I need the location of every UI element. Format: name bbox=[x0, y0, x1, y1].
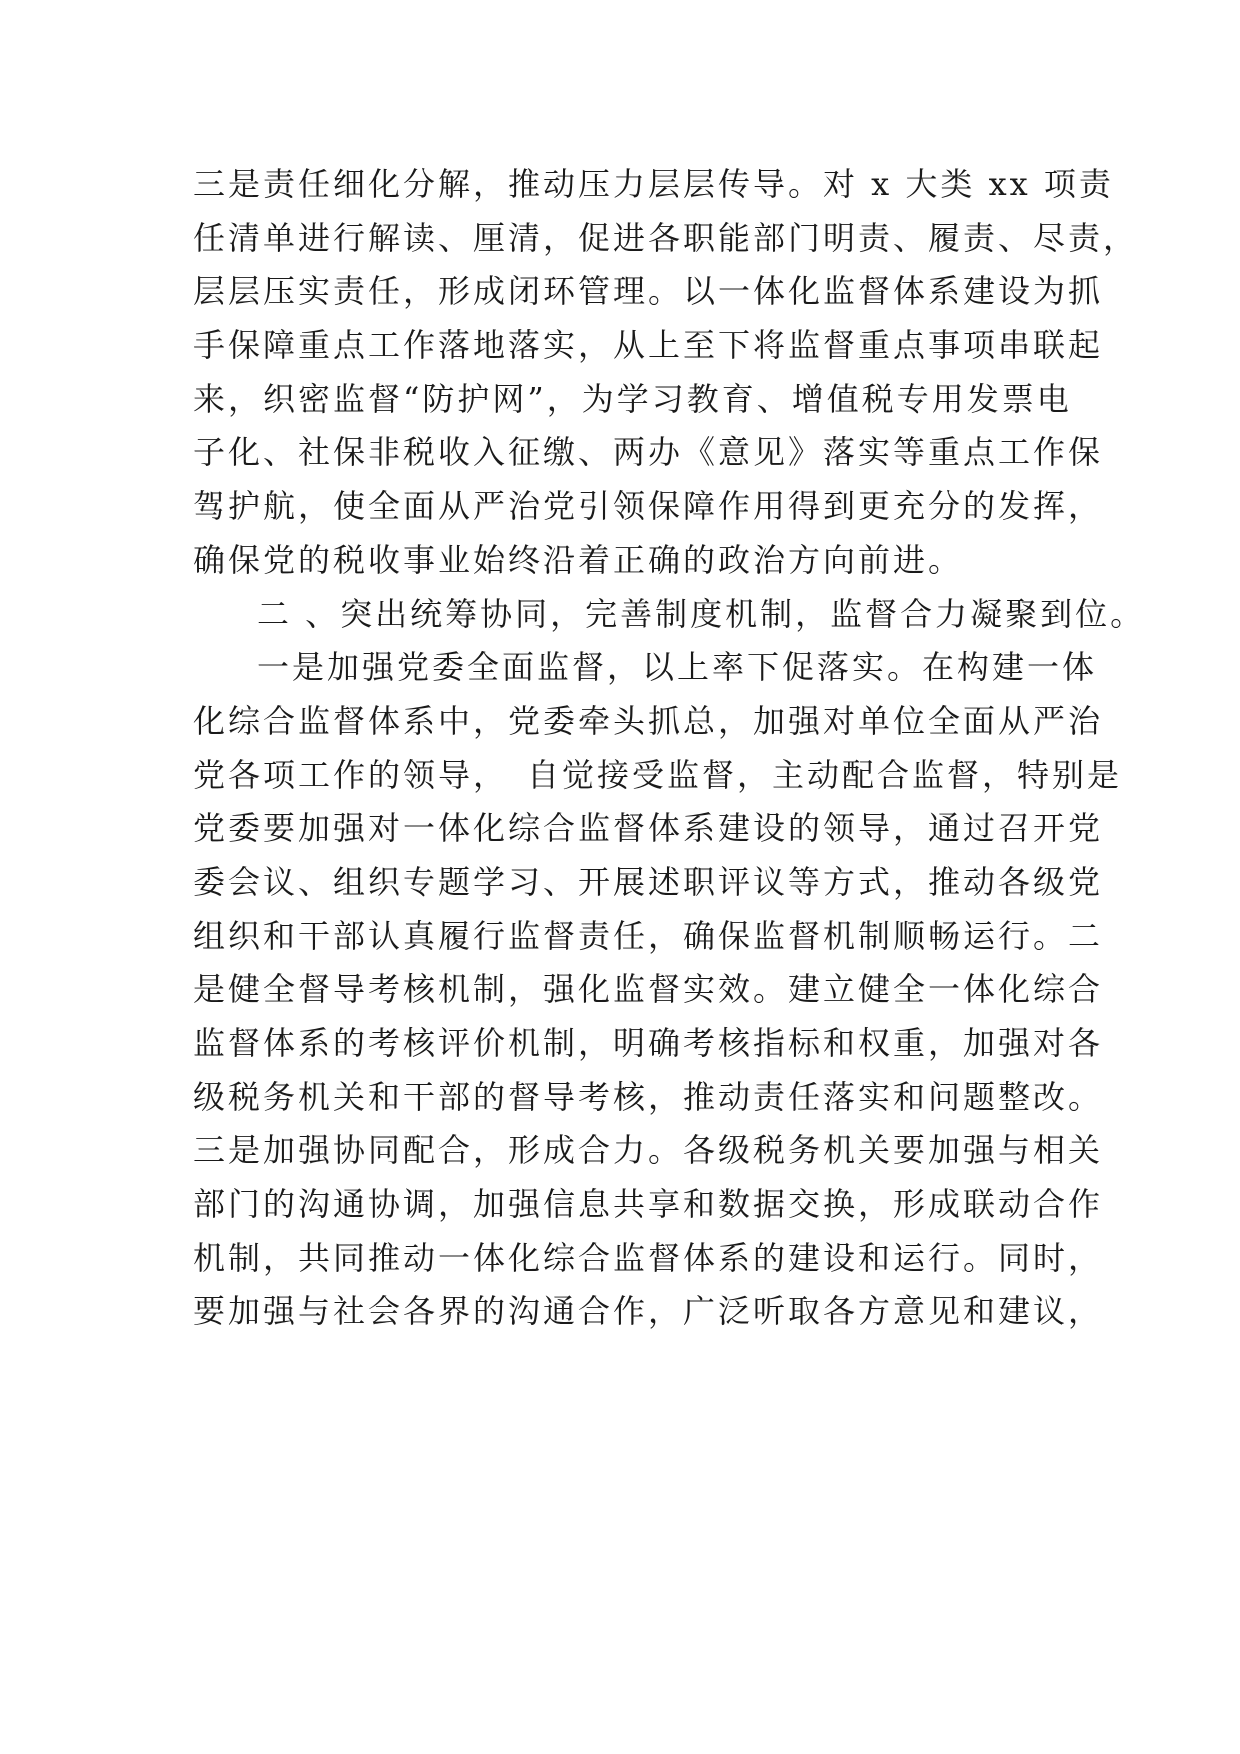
text-line: 来，织密监督“防护网”，为学习教育、增值税专用发票电 bbox=[193, 379, 1072, 418]
text-line: 委会议、组织专题学习、开展述职评议等方式，推动各级党 bbox=[193, 862, 1104, 901]
text-line: 化综合监督体系中，党委牵头抓总，加强对单位全面从严治 bbox=[193, 701, 1104, 740]
text-line: 级税务机关和干部的督导考核，推动责任落实和问题整改。 bbox=[193, 1077, 1104, 1116]
section-heading: 二 、突出统筹协同，完善制度机制，监督合力凝聚到位。 bbox=[257, 594, 1146, 633]
text-line: 党各项工作的领导， 自觉接受监督，主动配合监督，特别是 bbox=[193, 755, 1123, 794]
text-line: 子化、社保非税收入征缴、两办《意见》落实等重点工作保 bbox=[193, 433, 1104, 472]
text-line: 党委要加强对一体化综合监督体系建设的领导，通过召开党 bbox=[193, 809, 1104, 848]
text-line: 组织和干部认真履行监督责任，确保监督机制顺畅运行。二 bbox=[193, 916, 1104, 955]
text-line: 要加强与社会各界的沟通合作，广泛听取各方意见和建议， bbox=[193, 1292, 1104, 1331]
paragraph-first-line: 一是加强党委全面监督，以上率下促落实。在构建一体 bbox=[257, 648, 1098, 687]
text-line: 三是责任细化分解，推动压力层层传导。对 x 大类 xx 项责 bbox=[193, 165, 1114, 203]
text-line: 监督体系的考核评价机制，明确考核指标和权重，加强对各 bbox=[193, 1024, 1104, 1062]
text-line: 层层压实责任，形成闭环管理。以一体化监督体系建设为抓 bbox=[193, 272, 1104, 311]
text-line: 部门的沟通协调，加强信息共享和数据交换，形成联动合作 bbox=[193, 1185, 1104, 1224]
text-line: 是健全督导考核机制，强化监督实效。建立健全一体化综合 bbox=[193, 970, 1104, 1009]
body-text bbox=[193, 158, 1146, 1339]
text-line: 三是加强协同配合，形成合力。各级税务机关要加强与相关 bbox=[193, 1131, 1104, 1170]
text-line: 机制，共同推动一体化综合监督体系的建设和运行。同时， bbox=[193, 1238, 1104, 1277]
text-line: 确保党的税收事业始终沿着正确的政治方向前进。 bbox=[193, 540, 964, 579]
text-line: 手保障重点工作落地落实，从上至下将监督重点事项串联起 bbox=[193, 326, 1104, 365]
text-line: 驾护航，使全面从严治党引领保障作用得到更充分的发挥， bbox=[193, 487, 1104, 526]
text-line: 任清单进行解读、厘清，促进各职能部门明责、履责、尽责， bbox=[193, 218, 1139, 257]
